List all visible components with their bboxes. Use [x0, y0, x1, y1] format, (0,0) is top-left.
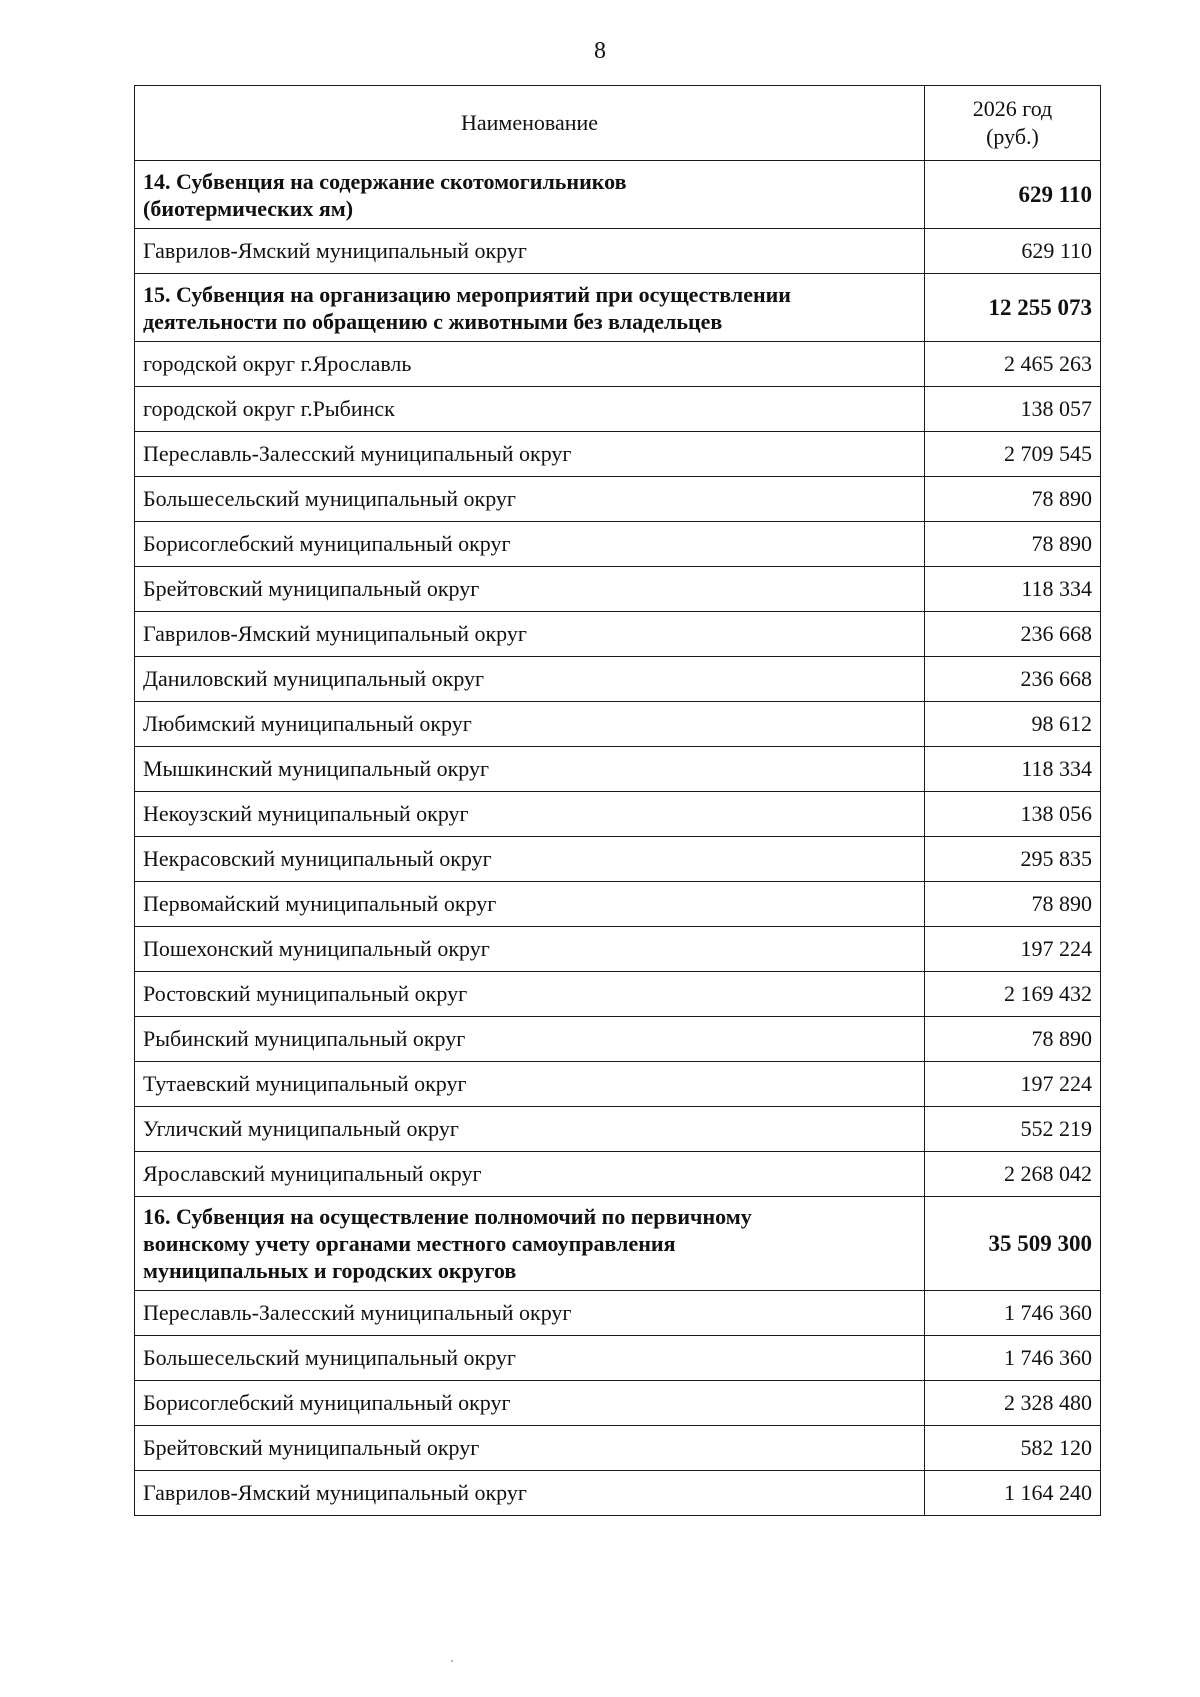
- section-title: [135, 1197, 925, 1291]
- district-amount: 552 219: [925, 1107, 1101, 1152]
- section-row: [135, 274, 1101, 342]
- table-row: [135, 1107, 1101, 1152]
- section-title-line: 14. Субвенция на содержание скотомогильников: [143, 168, 627, 194]
- section-total: 12 255 073: [925, 274, 1101, 342]
- district-name: Первомайский муниципальный округ: [135, 882, 925, 927]
- district-amount: 236 668: [925, 657, 1101, 702]
- section-row: [135, 161, 1101, 229]
- section-title-line: воинскому учету органами местного самоуправления: [143, 1231, 676, 1256]
- district-name: Угличский муниципальный округ: [135, 1107, 925, 1152]
- district-amount: 138 056: [925, 792, 1101, 837]
- table-row: [135, 792, 1101, 837]
- column-header-name: Наименование: [135, 86, 925, 161]
- table-header-row: [135, 86, 1101, 161]
- district-amount: 295 835: [925, 837, 1101, 882]
- district-amount: 236 668: [925, 612, 1101, 657]
- district-amount: 138 057: [925, 387, 1101, 432]
- district-name: Ростовский муниципальный округ: [135, 972, 925, 1017]
- table-row: [135, 1062, 1101, 1107]
- section-title-line: муниципальных и городских округов: [143, 1258, 517, 1283]
- section-title-line: (биотермических ям): [143, 195, 354, 221]
- table-row: [135, 702, 1101, 747]
- district-name: Некоузский муниципальный округ: [135, 792, 925, 837]
- section-title: [135, 161, 925, 229]
- section-total: 35 509 300: [925, 1197, 1101, 1291]
- table-row: [135, 657, 1101, 702]
- district-amount: 197 224: [925, 1062, 1101, 1107]
- column-header-amount: [925, 86, 1101, 161]
- table-row: [135, 1017, 1101, 1062]
- table-row: [135, 1381, 1101, 1426]
- table-row: [135, 229, 1101, 274]
- district-amount: 2 169 432: [925, 972, 1101, 1017]
- section-row: [135, 1197, 1101, 1291]
- district-name: Брейтовский муниципальный округ: [135, 1426, 925, 1471]
- district-amount: 1 164 240: [925, 1471, 1101, 1516]
- section-title-line: 16. Субвенция на осуществление полномочий по первичному: [143, 1204, 752, 1229]
- district-amount: 197 224: [925, 927, 1101, 972]
- district-name: Тутаевский муниципальный округ: [135, 1062, 925, 1107]
- district-name: Некрасовский муниципальный округ: [135, 837, 925, 882]
- district-name: Переславль-Залесский муниципальный округ: [135, 1291, 925, 1336]
- district-name: Борисоглебский муниципальный округ: [135, 522, 925, 567]
- table-row: [135, 432, 1101, 477]
- table-row: [135, 747, 1101, 792]
- table-row: [135, 1291, 1101, 1336]
- district-name: городской округ г.Ярославль: [135, 342, 925, 387]
- district-name: Любимский муниципальный округ: [135, 702, 925, 747]
- district-amount: 78 890: [925, 1017, 1101, 1062]
- column-header-year: 2026 год: [972, 96, 1053, 121]
- district-amount: 2 268 042: [925, 1152, 1101, 1197]
- scan-speck: [451, 1660, 453, 1662]
- district-amount: 582 120: [925, 1426, 1101, 1471]
- district-amount: 629 110: [925, 229, 1101, 274]
- district-name: Даниловский муниципальный округ: [135, 657, 925, 702]
- district-name: Рыбинский муниципальный округ: [135, 1017, 925, 1062]
- section-total: 629 110: [925, 161, 1101, 229]
- table-row: [135, 1336, 1101, 1381]
- district-name: Переславль-Залесский муниципальный округ: [135, 432, 925, 477]
- district-name: Пошехонский муниципальный округ: [135, 927, 925, 972]
- table-row: [135, 837, 1101, 882]
- district-amount: 2 465 263: [925, 342, 1101, 387]
- table-row: [135, 477, 1101, 522]
- district-name: Гаврилов-Ямский муниципальный округ: [135, 612, 925, 657]
- district-amount: 1 746 360: [925, 1336, 1101, 1381]
- district-amount: 2 709 545: [925, 432, 1101, 477]
- table-row: [135, 1152, 1101, 1197]
- district-amount: 78 890: [925, 477, 1101, 522]
- table-body: [135, 161, 1101, 1516]
- district-amount: 2 328 480: [925, 1381, 1101, 1426]
- district-name: Мышкинский муниципальный округ: [135, 747, 925, 792]
- district-amount: 1 746 360: [925, 1291, 1101, 1336]
- column-header-unit: (руб.): [986, 124, 1039, 149]
- table-row: [135, 882, 1101, 927]
- district-name: Ярославский муниципальный округ: [135, 1152, 925, 1197]
- district-amount: 78 890: [925, 522, 1101, 567]
- table-row: [135, 927, 1101, 972]
- table-row: [135, 387, 1101, 432]
- district-name: Борисоглебский муниципальный округ: [135, 1381, 925, 1426]
- table-row: [135, 342, 1101, 387]
- table-row: [135, 612, 1101, 657]
- district-amount: 98 612: [925, 702, 1101, 747]
- section-title-line: деятельности по обращению с животными без владельцев: [143, 308, 723, 334]
- table-row: [135, 1471, 1101, 1516]
- page-number: 8: [594, 38, 606, 64]
- district-amount: 118 334: [925, 747, 1101, 792]
- table-row: [135, 972, 1101, 1017]
- district-name: Большесельский муниципальный округ: [135, 1336, 925, 1381]
- district-name: Гаврилов-Ямский муниципальный округ: [135, 1471, 925, 1516]
- table-row: [135, 522, 1101, 567]
- section-title: [135, 274, 925, 342]
- district-name: городской округ г.Рыбинск: [135, 387, 925, 432]
- district-name: Большесельский муниципальный округ: [135, 477, 925, 522]
- district-name: Брейтовский муниципальный округ: [135, 567, 925, 612]
- subvention-table: [134, 85, 1101, 1516]
- district-amount: 78 890: [925, 882, 1101, 927]
- table-row: [135, 1426, 1101, 1471]
- district-name: Гаврилов-Ямский муниципальный округ: [135, 229, 925, 274]
- district-amount: 118 334: [925, 567, 1101, 612]
- section-title-line: 15. Субвенция на организацию мероприятий при осуществлении: [143, 281, 791, 307]
- table-row: [135, 567, 1101, 612]
